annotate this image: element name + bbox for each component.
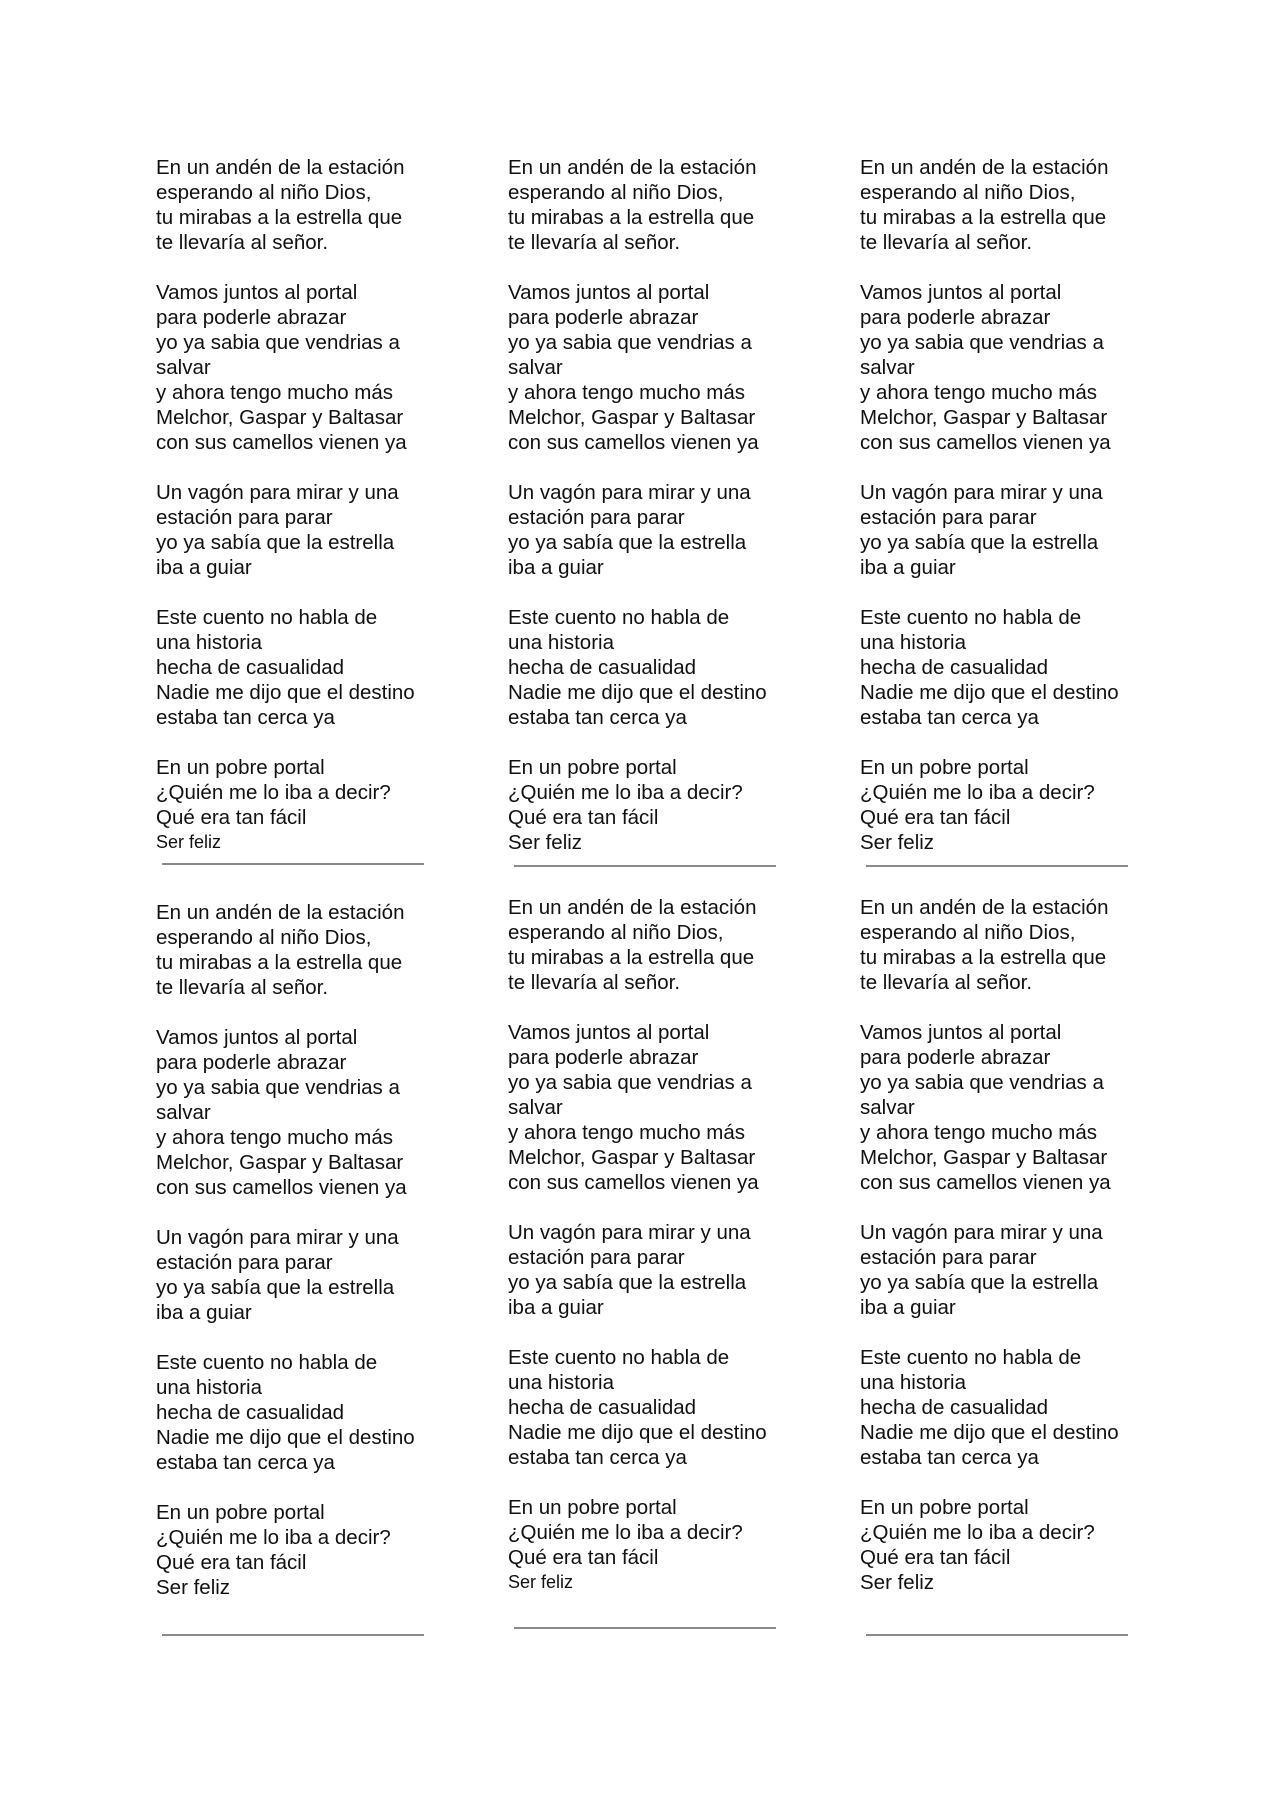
lyric-line: En un pobre portal [508, 1496, 677, 1519]
stanza [860, 1020, 1160, 1195]
lyric-line: hecha de casualidad [156, 1401, 345, 1424]
stanza [508, 605, 808, 730]
stanza [156, 1225, 456, 1325]
lyric-line: yo ya sabía que la estrella [860, 1271, 1099, 1294]
lyric-line: tu mirabas a la estrella que [508, 206, 755, 229]
lyric-line: y ahora tengo mucho más [156, 381, 394, 404]
lyric-line: te llevaría al señor. [860, 971, 1033, 994]
lyric-line: Vamos juntos al portal [860, 281, 1062, 304]
lyric-line: ¿Quién me lo iba a decir? [508, 1521, 743, 1544]
lyric-line: una historia [156, 631, 262, 654]
stanza [860, 1220, 1160, 1320]
lyrics-card [156, 155, 456, 855]
lyric-line: Melchor, Gaspar y Baltasar [860, 406, 1108, 429]
lyric-line: tu mirabas a la estrella que [860, 946, 1107, 969]
lyric-line: iba a guiar [156, 556, 252, 579]
lyric-line: Ser feliz [508, 831, 583, 854]
lyric-line: Nadie me dijo que el destino [156, 681, 415, 704]
stanza [860, 480, 1160, 580]
lyric-line: salvar [508, 356, 563, 379]
lyric-line: Qué era tan fácil [508, 1546, 659, 1569]
stanza [508, 1220, 808, 1320]
lyric-line: ¿Quién me lo iba a decir? [860, 1521, 1095, 1544]
lyrics-card [508, 895, 808, 1595]
lyric-line: Melchor, Gaspar y Baltasar [156, 406, 404, 429]
lyric-line: una historia [860, 631, 966, 654]
lyric-line: yo ya sabia que vendrias a [508, 1071, 752, 1094]
lyric-line: con sus camellos vienen ya [860, 431, 1111, 454]
lyric-line: tu mirabas a la estrella que [156, 206, 403, 229]
lyric-line: con sus camellos vienen ya [508, 1171, 759, 1194]
lyric-line: y ahora tengo mucho más [860, 1121, 1098, 1144]
lyric-line: esperando al niño Dios, [508, 921, 724, 944]
lyric-line: estaba tan cerca ya [860, 706, 1039, 729]
lyric-line: salvar [860, 356, 915, 379]
lyric-line: En un pobre portal [860, 1496, 1029, 1519]
lyric-line: yo ya sabia que vendrias a [156, 1076, 400, 1099]
lyric-line: para poderle abrazar [860, 306, 1051, 329]
lyric-line: estaba tan cerca ya [156, 1451, 335, 1474]
stanza [156, 605, 456, 730]
lyric-line: con sus camellos vienen ya [156, 1176, 407, 1199]
divider-line [162, 863, 424, 865]
lyric-line: hecha de casualidad [156, 656, 345, 679]
lyric-line: Melchor, Gaspar y Baltasar [860, 1146, 1108, 1169]
lyric-line: Nadie me dijo que el destino [508, 681, 767, 704]
lyric-line: Este cuento no habla de [508, 1346, 730, 1369]
lyric-line: Nadie me dijo que el destino [860, 681, 1119, 704]
stanza [508, 480, 808, 580]
lyric-line: y ahora tengo mucho más [860, 381, 1098, 404]
lyric-line: te llevaría al señor. [508, 231, 681, 254]
lyric-line: Vamos juntos al portal [860, 1021, 1062, 1044]
stanza [508, 755, 808, 855]
lyric-line: esperando al niño Dios, [508, 181, 724, 204]
stanza [860, 895, 1160, 995]
lyric-line: iba a guiar [508, 1296, 604, 1319]
lyric-line: esperando al niño Dios, [860, 921, 1076, 944]
lyric-line: te llevaría al señor. [156, 976, 329, 999]
lyric-line: En un andén de la estación [860, 156, 1109, 179]
lyric-line: esperando al niño Dios, [156, 181, 372, 204]
lyric-line: Un vagón para mirar y una [156, 1226, 399, 1249]
lyric-line: Vamos juntos al portal [508, 1021, 710, 1044]
lyric-line: estaba tan cerca ya [508, 706, 687, 729]
divider-line [514, 865, 776, 867]
lyric-line: iba a guiar [860, 1296, 956, 1319]
lyric-line: salvar [156, 356, 211, 379]
lyric-line: yo ya sabia que vendrias a [156, 331, 400, 354]
lyric-line: hecha de casualidad [508, 1396, 697, 1419]
lyric-line: yo ya sabía que la estrella [156, 1276, 395, 1299]
lyric-line: En un pobre portal [156, 756, 325, 779]
lyric-line: estación para parar [156, 506, 333, 529]
lyric-line: yo ya sabía que la estrella [156, 531, 395, 554]
lyric-line: En un andén de la estación [156, 901, 405, 924]
stanza [156, 480, 456, 580]
lyric-line: Nadie me dijo que el destino [860, 1421, 1119, 1444]
lyric-line: En un pobre portal [860, 756, 1029, 779]
lyric-line: salvar [860, 1096, 915, 1119]
lyric-line: En un andén de la estación [156, 156, 405, 179]
lyric-line: iba a guiar [156, 1301, 252, 1324]
stanza [156, 1500, 456, 1600]
lyric-line: Un vagón para mirar y una [508, 481, 751, 504]
lyric-line: tu mirabas a la estrella que [508, 946, 755, 969]
lyric-line: En un andén de la estación [508, 896, 757, 919]
lyric-line: iba a guiar [508, 556, 604, 579]
lyric-line: salvar [508, 1096, 563, 1119]
lyric-line: Un vagón para mirar y una [860, 1221, 1103, 1244]
lyric-line: estación para parar [156, 1251, 333, 1274]
lyric-line: Qué era tan fácil [508, 806, 659, 829]
lyric-line: una historia [860, 1371, 966, 1394]
stanza [860, 755, 1160, 855]
lyric-line: estación para parar [508, 506, 685, 529]
lyric-line: y ahora tengo mucho más [156, 1126, 394, 1149]
lyric-line: ¿Quién me lo iba a decir? [156, 781, 391, 804]
lyric-line: Ser feliz [156, 832, 222, 852]
lyric-line: Melchor, Gaspar y Baltasar [508, 1146, 756, 1169]
lyric-line: Vamos juntos al portal [156, 281, 358, 304]
lyric-line: una historia [156, 1376, 262, 1399]
stanza [156, 1350, 456, 1475]
lyric-line: Melchor, Gaspar y Baltasar [508, 406, 756, 429]
lyric-line: estación para parar [860, 1246, 1037, 1269]
lyric-line: Este cuento no habla de [860, 606, 1082, 629]
lyric-line: Qué era tan fácil [156, 806, 307, 829]
lyric-line: con sus camellos vienen ya [860, 1171, 1111, 1194]
stanza [156, 155, 456, 255]
lyric-line: te llevaría al señor. [860, 231, 1033, 254]
stanza [156, 1025, 456, 1200]
divider-line [866, 865, 1128, 867]
stanza [860, 1345, 1160, 1470]
lyric-line: y ahora tengo mucho más [508, 381, 746, 404]
divider-line [514, 1627, 776, 1629]
lyric-line: te llevaría al señor. [508, 971, 681, 994]
lyric-line: En un pobre portal [508, 756, 677, 779]
lyric-line: salvar [156, 1101, 211, 1124]
lyric-line: con sus camellos vienen ya [508, 431, 759, 454]
lyric-line: y ahora tengo mucho más [508, 1121, 746, 1144]
stanza [508, 895, 808, 995]
lyric-line: estación para parar [860, 506, 1037, 529]
lyric-line: yo ya sabia que vendrias a [860, 331, 1104, 354]
lyric-line: estaba tan cerca ya [508, 1446, 687, 1469]
lyric-line: una historia [508, 1371, 614, 1394]
stanza [508, 1495, 808, 1595]
lyric-line: con sus camellos vienen ya [156, 431, 407, 454]
lyric-line: Un vagón para mirar y una [508, 1221, 751, 1244]
stanza [860, 155, 1160, 255]
stanza [860, 605, 1160, 730]
stanza [156, 900, 456, 1000]
lyric-line: ¿Quién me lo iba a decir? [156, 1526, 391, 1549]
lyric-line: para poderle abrazar [156, 306, 347, 329]
lyric-line: ¿Quién me lo iba a decir? [860, 781, 1095, 804]
lyric-line: para poderle abrazar [156, 1051, 347, 1074]
stanza [508, 155, 808, 255]
lyrics-card [508, 155, 808, 855]
lyric-line: ¿Quién me lo iba a decir? [508, 781, 743, 804]
lyric-line: Qué era tan fácil [156, 1551, 307, 1574]
lyric-line: Ser feliz [860, 1571, 935, 1594]
lyric-line: estaba tan cerca ya [156, 706, 335, 729]
lyric-line: para poderle abrazar [508, 306, 699, 329]
lyric-line: esperando al niño Dios, [860, 181, 1076, 204]
lyric-line: iba a guiar [860, 556, 956, 579]
divider-line [162, 1634, 424, 1636]
lyric-line: yo ya sabía que la estrella [508, 1271, 747, 1294]
lyric-line: Nadie me dijo que el destino [508, 1421, 767, 1444]
lyric-line: Este cuento no habla de [156, 1351, 378, 1374]
lyric-line: hecha de casualidad [860, 656, 1049, 679]
lyric-line: En un andén de la estación [508, 156, 757, 179]
stanza [508, 1020, 808, 1195]
lyric-line: yo ya sabía que la estrella [508, 531, 747, 554]
stanza [156, 280, 456, 455]
lyric-line: esperando al niño Dios, [156, 926, 372, 949]
lyric-line: una historia [508, 631, 614, 654]
lyric-line: hecha de casualidad [860, 1396, 1049, 1419]
lyric-line: Ser feliz [508, 1572, 574, 1592]
lyric-line: yo ya sabía que la estrella [860, 531, 1099, 554]
stanza [860, 280, 1160, 455]
lyric-line: Qué era tan fácil [860, 806, 1011, 829]
lyric-line: Un vagón para mirar y una [860, 481, 1103, 504]
lyrics-card [860, 895, 1160, 1595]
lyrics-card [860, 155, 1160, 855]
lyric-line: estaba tan cerca ya [860, 1446, 1039, 1469]
lyric-line: yo ya sabia que vendrias a [860, 1071, 1104, 1094]
divider-line [866, 1634, 1128, 1636]
lyric-line: tu mirabas a la estrella que [156, 951, 403, 974]
lyrics-card [156, 900, 456, 1600]
lyric-line: En un pobre portal [156, 1501, 325, 1524]
lyric-line: Este cuento no habla de [156, 606, 378, 629]
lyric-line: En un andén de la estación [860, 896, 1109, 919]
lyric-line: para poderle abrazar [860, 1046, 1051, 1069]
lyric-line: Qué era tan fácil [860, 1546, 1011, 1569]
lyric-line: tu mirabas a la estrella que [860, 206, 1107, 229]
lyric-line: estación para parar [508, 1246, 685, 1269]
lyric-line: Este cuento no habla de [508, 606, 730, 629]
stanza [156, 755, 456, 855]
lyric-line: Este cuento no habla de [860, 1346, 1082, 1369]
stanza [508, 1345, 808, 1470]
lyric-line: Ser feliz [860, 831, 935, 854]
lyric-line: yo ya sabia que vendrias a [508, 331, 752, 354]
lyric-line: para poderle abrazar [508, 1046, 699, 1069]
stanza [860, 1495, 1160, 1595]
stanza [508, 280, 808, 455]
lyric-line: te llevaría al señor. [156, 231, 329, 254]
lyric-line: Ser feliz [156, 1576, 231, 1599]
lyric-line: hecha de casualidad [508, 656, 697, 679]
lyric-line: Vamos juntos al portal [508, 281, 710, 304]
lyric-line: Nadie me dijo que el destino [156, 1426, 415, 1449]
lyric-line: Melchor, Gaspar y Baltasar [156, 1151, 404, 1174]
lyric-line: Vamos juntos al portal [156, 1026, 358, 1049]
lyric-line: Un vagón para mirar y una [156, 481, 399, 504]
